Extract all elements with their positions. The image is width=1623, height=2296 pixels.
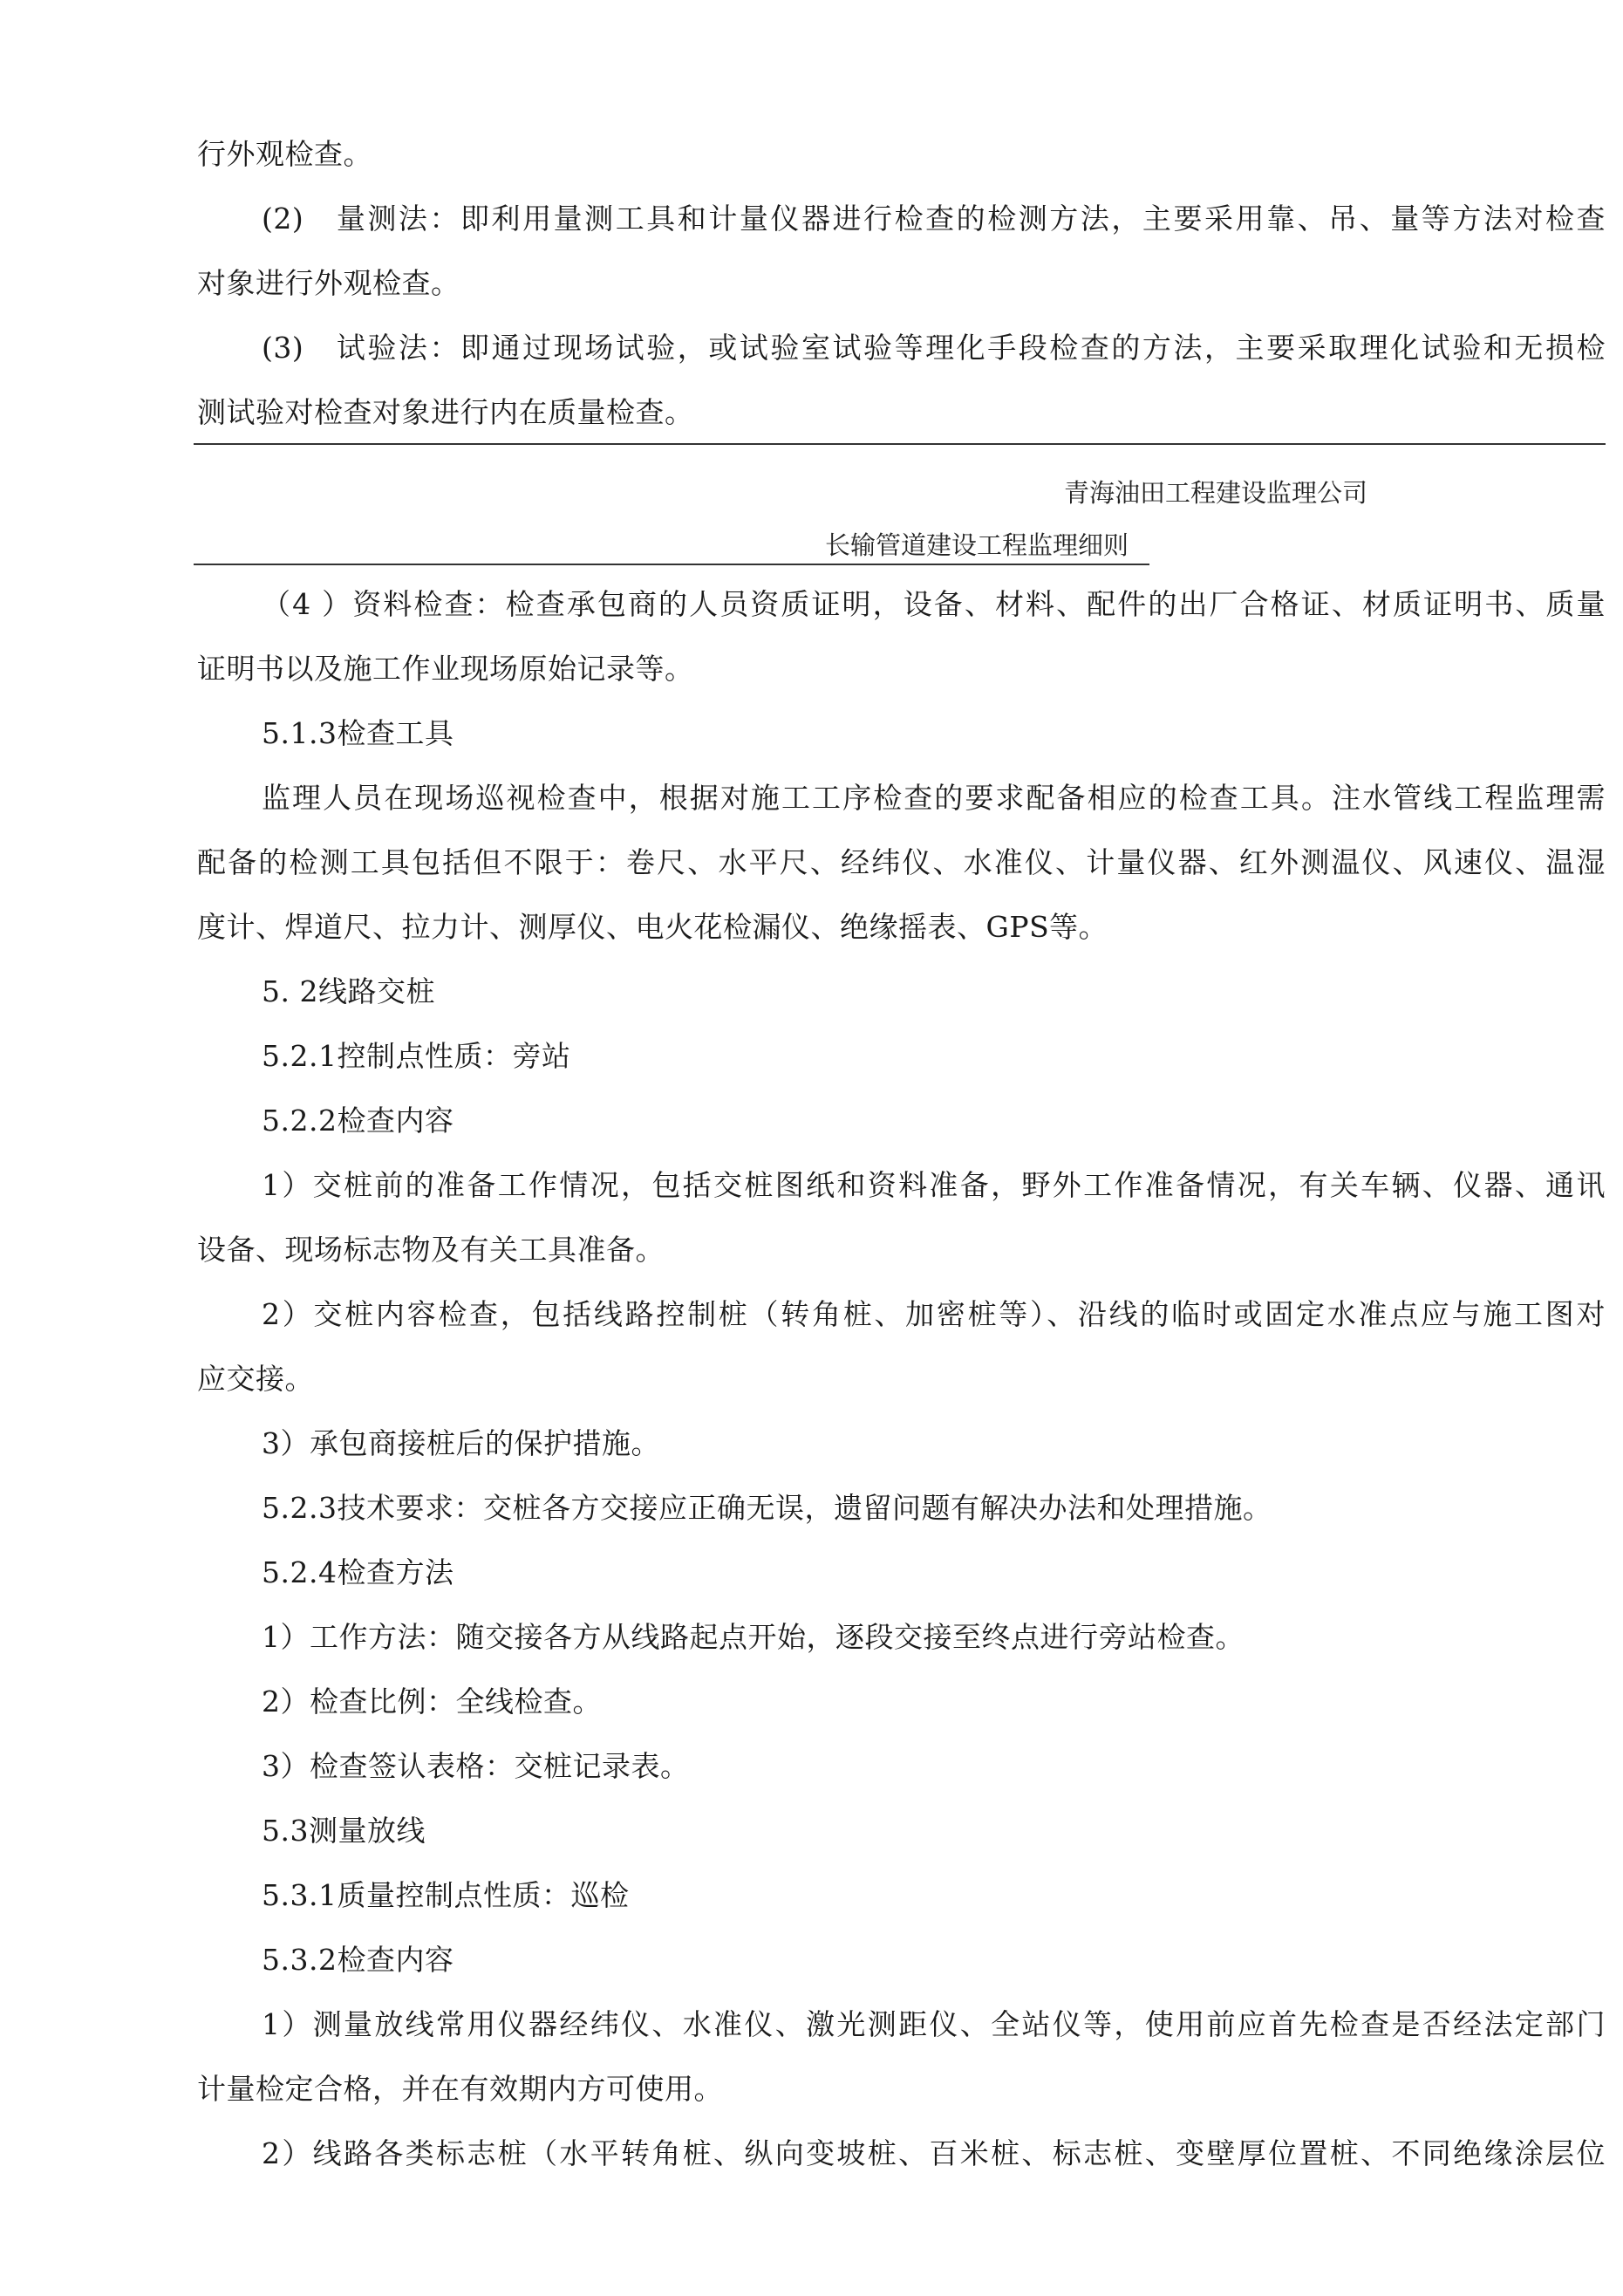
paragraph-line: 1）交桩前的准备工作情况，包括交桩图纸和资料准备，野外工作准备情况，有关车辆、仪器、通讯 (262, 1168, 1606, 1202)
section-heading: 5.3.2检查内容 (262, 1943, 454, 1977)
header-company: 青海油田工程建设监理公司 (1064, 478, 1368, 508)
paragraph-line: 监理人员在现场巡视检查中，根据对施工工序检查的要求配备相应的检查工具。注水管线工程监理需 (262, 781, 1606, 815)
paragraph-line: 1）测量放线常用仪器经纬仪、水准仪、激光测距仪、全站仪等，使用前应首先检查是否经法定部门 (262, 2007, 1606, 2041)
paragraph-line: 证明书以及施工作业现场原始记录等。 (197, 652, 694, 686)
section-heading: 5.2.2检查内容 (262, 1104, 454, 1138)
header-doc-title: 长输管道建设工程监理细则 (825, 530, 1129, 560)
paragraph-line: 测试验对检查对象进行内在质量检查。 (197, 395, 694, 429)
paragraph-line: 设备、现场标志物及有关工具准备。 (197, 1233, 665, 1267)
section-heading: 5.1.3检查工具 (262, 716, 454, 750)
section-heading: 5. 2线路交桩 (262, 974, 435, 1008)
paragraph-line: 5.2.3技术要求：交桩各方交接应正确无误，遗留问题有解决办法和处理措施。 (262, 1491, 1272, 1525)
paragraph-line: （4 ）资料检查：检查承包商的人员资质证明，设备、材料、配件的出厂合格证、材质证明书、质量 (262, 587, 1606, 621)
paragraph-line: (3) 试验法：即通过现场试验，或试验室试验等理化手段检查的方法，主要采取理化试验和无损检 (262, 331, 1606, 365)
section-heading: 5.2.1控制点性质：旁站 (262, 1039, 571, 1073)
section-heading: 5.2.4检查方法 (262, 1555, 454, 1589)
header-top-rule (194, 443, 1606, 445)
paragraph-line: 配备的检测工具包括但不限于：卷尺、水平尺、经纬仪、水准仪、计量仪器、红外测温仪、风速仪、温湿 (197, 845, 1606, 879)
paragraph-line: 3）检查签认表格：交桩记录表。 (262, 1749, 690, 1783)
paragraph-line: (2) 量测法：即利用量测工具和计量仪器进行检查的检测方法，主要采用靠、吊、量等方法对检查 (262, 202, 1606, 236)
paragraph-line: 1）工作方法：随交接各方从线路起点开始，逐段交接至终点进行旁站检查。 (262, 1620, 1245, 1654)
section-heading: 5.3测量放线 (262, 1814, 426, 1848)
header-bottom-rule (194, 564, 1149, 565)
paragraph-line: 3）承包商接桩后的保护措施。 (262, 1426, 660, 1460)
paragraph-line: 度计、焊道尺、拉力计、测厚仪、电火花检漏仪、绝缘摇表、GPS等。 (197, 910, 1108, 944)
paragraph-line: 2）交桩内容检查，包括线路控制桩（转角桩、加密桩等）、沿线的临时或固定水准点应与施工图对 (262, 1297, 1606, 1331)
paragraph-line: 2）线路各类标志桩（水平转角桩、纵向变坡桩、百米桩、标志桩、变壁厚位置桩、不同绝缘涂层位 (262, 2136, 1606, 2170)
paragraph-line: 行外观检查。 (197, 137, 372, 171)
section-heading: 5.3.1质量控制点性质：巡检 (262, 1878, 630, 1912)
paragraph-line: 对象进行外观检查。 (197, 266, 460, 300)
paragraph-line: 计量检定合格，并在有效期内方可使用。 (197, 2072, 723, 2106)
paragraph-line: 2）检查比例：全线检查。 (262, 1684, 602, 1719)
paragraph-line: 应交接。 (197, 1362, 314, 1396)
